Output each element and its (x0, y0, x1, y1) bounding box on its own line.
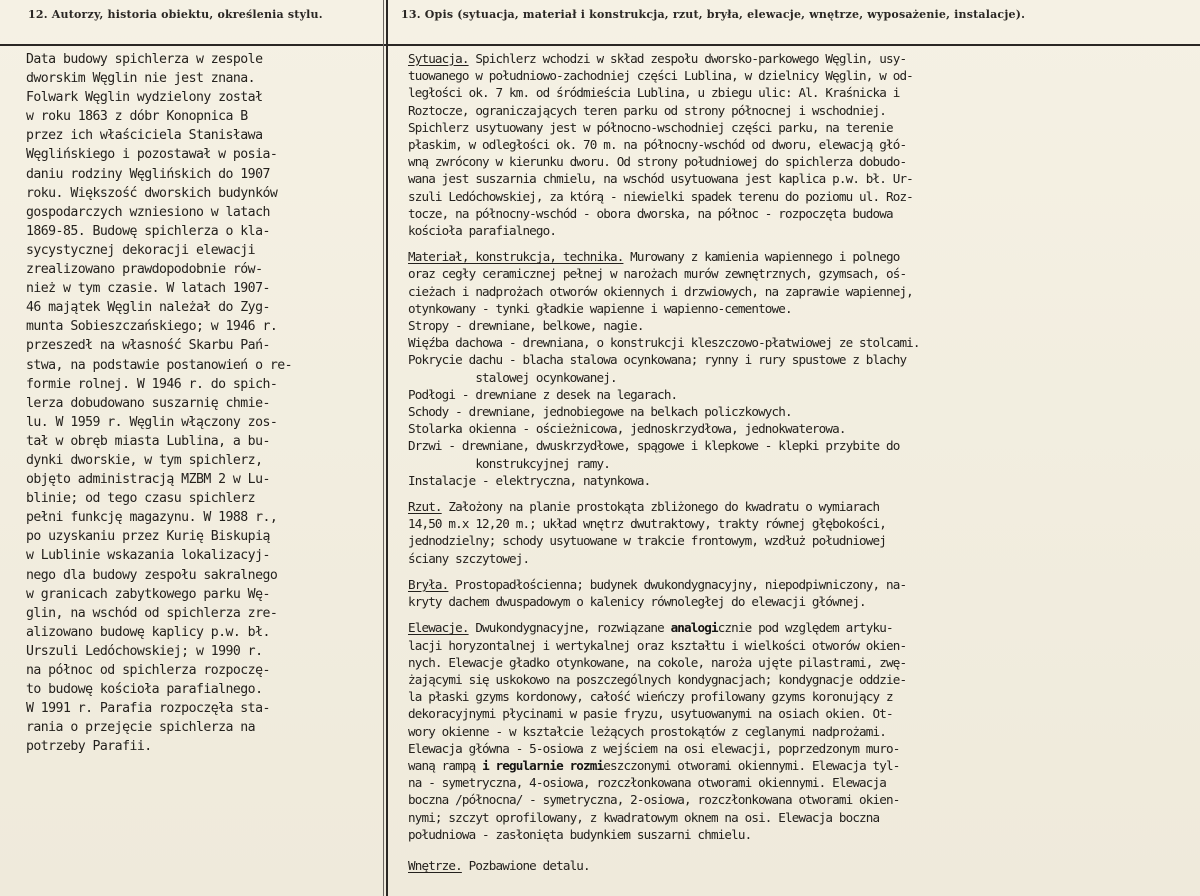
rzut-lines (408, 515, 1198, 567)
history-line: rania o przejęcie spichlerza na (26, 720, 256, 736)
section-wnetrze (408, 857, 1198, 874)
history-line: roku. Większość dworskich budynków (26, 185, 278, 201)
history-line: stwa, na podstawie postanowień o re- (26, 357, 293, 373)
history-line: nego dla budowy zespołu sakralnego (26, 567, 278, 583)
text-line: Instalacje - elektryczna, natynkowa. (408, 472, 651, 488)
heading-wnetrze: Wnętrze. (408, 857, 462, 873)
section-material (408, 248, 1198, 265)
history-line: formie rolnej. W 1946 r. do spich- (26, 376, 278, 392)
elewacje-first-bold: analogi (670, 620, 718, 636)
section-bryla (408, 576, 1198, 593)
history-text (26, 50, 380, 756)
text-line: wory okienne - w kształcie leżących prostokątów z ceglanymi nadprożami. (408, 723, 886, 739)
history-line: pełni funkcję magazynu. W 1988 r., (26, 510, 278, 526)
section-rzut (408, 498, 1198, 515)
history-line: to budowę kościoła parafialnego. (26, 682, 263, 698)
history-line: w roku 1863 z dóbr Konopnica B (26, 109, 248, 125)
text-line: jednodzielny; schody usytuowane w trakcie frontowym, wzdłuż południowej (408, 533, 886, 549)
history-line: potrzeby Parafii. (26, 739, 152, 755)
heading-rzut: Rzut. (408, 499, 442, 515)
heading-bryla: Bryła. (408, 576, 449, 592)
elewacje-line-b-b: eszczonymi otworami okiennymi. Elewacja tyl- (603, 757, 900, 773)
history-line: sycystycznej dekoracji elewacji (26, 242, 256, 258)
text-line: cieżach i nadprożach otworów okiennych i drzwiowych, na zaprawie wapiennej, (408, 283, 913, 299)
text-line: Stolarka okienna - ościeżnicowa, jednoskrzydłowa, jednokwaterowa. (408, 421, 846, 437)
history-line: Węglińskiego i pozostawał w posia- (26, 147, 278, 163)
history-line: po uzyskaniu przez Kurię Biskupią (26, 529, 270, 545)
history-line: gospodarczych wzniesiono w latach (26, 204, 270, 220)
history-line: przeszedł na własność Skarbu Pań- (26, 338, 270, 354)
history-line: Urszuli Ledóchowskiej; w 1990 r. (26, 643, 263, 659)
history-line: objęto administracją MZBM 2 w Lu- (26, 472, 270, 488)
history-line: 46 majątek Węglin należał do Zyg- (26, 300, 270, 316)
heading-material: Materiał, konstrukcja, technika. (408, 249, 624, 265)
text-line: oraz cegły ceramicznej pełnej w narożach murów zewnętrznych, gzymsach, oś- (408, 266, 907, 282)
section-elewacje (408, 619, 1198, 636)
rzut-first-line: Założony na planie prostokąta zbliżonego do kwadratu o wymiarach (441, 499, 880, 515)
header-description: 13. Opis (sytuacja, materiał i konstrukcja, rzut, bryła, elewacje, wnętrze, wyposażenie, instalacje). (401, 8, 1026, 21)
history-line: munta Sobieszczańskiego; w 1946 r. (26, 319, 278, 335)
text-line: Elewacja główna - 5-osiowa z wejściem na osi elewacji, poprzedzonym muro- (408, 740, 900, 756)
history-line: glin, na wschód od spichlerza zre- (26, 605, 278, 621)
section-sytuacja (408, 50, 1198, 67)
wnetrze-first-line: Pozbawione detalu. (461, 857, 590, 873)
elewacje-first-b: cznie pod względem artyku- (717, 620, 893, 636)
sytuacja-first-line: Spichlerz wchodzi w skład zespołu dworsko-parkowego Węglin, usy- (468, 51, 907, 66)
text-line: lacji horyzontalnej i wertykalnej oraz kształtu i wielkości otworów okien- (408, 637, 907, 653)
bryla-first-line: Prostopadłościenna; budynek dwukondygnacyjny, niepodpiwniczony, na- (448, 576, 907, 592)
text-line: Schody - drewniane, jednobiegowe na belkach policzkowych. (408, 404, 792, 420)
description-text (408, 50, 1198, 874)
heading-elewacje: Elewacje. (408, 620, 469, 636)
text-line: na - symetryczna, 4-osiowa, rozczłonkowana otworami okiennymi. Elewacja (408, 775, 886, 791)
history-line: blinie; od tego czasu spichlerz (26, 491, 256, 507)
text-line: Stropy - drewniane, belkowe, nagie. (408, 318, 644, 334)
text-line: ściany szczytowej. (408, 550, 530, 566)
history-line: dworskim Węglin nie jest znana. (26, 71, 256, 87)
header-authors-history: 12. Autorzy, historia obiektu, określenia stylu. (28, 8, 323, 21)
heading-sytuacja: Sytuacja. (408, 51, 469, 66)
text-line: tocze, na północny-wschód - obora dworska, na północ - rozpoczęta budowa (408, 205, 893, 221)
history-line: lerza dobudowano suszarnię chmie- (26, 395, 270, 411)
history-line: nież w tym czasie. W latach 1907- (26, 281, 270, 297)
history-line: daniu rodziny Węglińskich do 1907 (26, 166, 270, 182)
text-line: la płaski gzyms kordonowy, całość wieńczy profilowany gzyms koronujący z (408, 689, 893, 705)
history-line: w Lublinie wskazania lokalizacyj- (26, 548, 270, 564)
history-line: lu. W 1959 r. Węglin włączony zos- (26, 414, 278, 430)
text-line: kościoła parafialnego. (408, 223, 557, 239)
column-divider-thin (383, 0, 384, 896)
text-line: nymi; szczyt oprofilowany, z kwadratowym oknem na osi. Elewacja boczna (408, 809, 880, 825)
text-line: wną zwrócony w kierunku dworu. Od strony południowej do spichlerza dobudo- (408, 154, 907, 170)
text-line: nych. Elewacje gładko otynkowane, na cokole, naroża ujęte pilastrami, zwę- (408, 654, 907, 670)
history-line: dynki dworskie, w tym spichlerz, (26, 452, 263, 468)
history-line: Data budowy spichlerza w zespole (26, 52, 263, 67)
text-line: żającymi się uskokowo na poszczególnych kondygnacjach; kondygnacje oddzie- (408, 671, 907, 687)
text-line: Podłogi - drewniane z desek na legarach. (408, 386, 678, 402)
text-line: stalowej ocynkowanej. (408, 369, 617, 385)
text-line: Spichlerz usytuowany jest w północno-wschodniej części parku, na terenie (408, 119, 893, 135)
column-divider (386, 0, 388, 896)
history-line: Folwark Węglin wydzielony został (26, 90, 263, 106)
elewacje-line-b-bold: i regularnie rozmi (482, 757, 604, 773)
text-line: Drzwi - drewniane, dwuskrzydłowe, spągowe i klepkowe - klepki przybite do (408, 438, 900, 454)
text-line: otynkowany - tynki gładkie wapienne i wapienno-cementowe. (408, 300, 792, 316)
bryla-lines (408, 593, 1198, 610)
elewacje-line-b-a: waną rampą (408, 757, 483, 773)
text-line: wana jest suszarnia chmielu, na wschód usytuowana jest kaplica p.w. bł. Ur- (408, 171, 913, 187)
history-line: alizowano budowę kaplicy p.w. bł. (26, 624, 270, 640)
elewacje-lines-a (408, 637, 1198, 757)
history-line: przez ich właściciela Stanisława (26, 128, 263, 144)
text-line: ległości ok. 7 km. od śródmieścia Lublina, u zbiegu ulic: Al. Kraśnicka i (408, 85, 900, 101)
material-first-line: Murowany z kamienia wapiennego i polnego (623, 249, 900, 265)
sytuacja-lines (408, 67, 1198, 239)
text-line: dekoracyjnymi płycinami w pasie fryzu, usytuowanymi na osiach okien. Ot- (408, 706, 893, 722)
text-line: południowa - zasłonięta budynkiem suszarni chmielu. (408, 826, 752, 842)
history-line: zrealizowano prawdopodobnie rów- (26, 262, 263, 278)
text-line: konstrukcyjnej ramy. (408, 455, 610, 471)
text-line: Więźba dachowa - drewniana, o konstrukcji kleszczowo-płatwiowej ze stolcami. (408, 335, 920, 351)
history-line: w granicach zabytkowego parku Wę- (26, 586, 270, 602)
text-line: Roztocze, ograniczających teren parku od strony północnej i wschodniej. (408, 102, 886, 118)
text-line: Pokrycie dachu - blacha stalowa ocynkowana; rynny i rury spustowe z blachy (408, 352, 907, 368)
text-line: boczna /północna/ - symetryczna, 2-osiowa, rozczłonkowana otworami okien- (408, 792, 900, 808)
history-line: tał w obręb miasta Lublina, a bu- (26, 433, 270, 449)
elewacje-line-b (408, 757, 1198, 774)
history-line: W 1991 r. Parafia rozpoczęła sta- (26, 701, 270, 717)
text-line: tuowanego w południowo-zachodniej części Lublina, w dzielnicy Węglin, w od- (408, 68, 913, 84)
text-line: szuli Ledóchowskiej, za którą - niewielki spadek terenu do poziomu ul. Roz- (408, 188, 913, 204)
text-line: 14,50 m.x 12,20 m.; układ wnętrz dwutraktowy, trakty równej głębokości, (408, 516, 886, 532)
elewacje-first-a: Dwukondygnacyjne, rozwiązane (468, 620, 671, 636)
history-line: 1869-85. Budowę spichlerza o kla- (26, 223, 270, 239)
text-line: kryty dachem dwuspadowym o kalenicy równoległej do elewacji głównej. (408, 594, 866, 610)
text-line: płaskim, w odległości ok. 70 m. na północny-wschód od dworu, elewacją głó- (408, 137, 907, 153)
material-lines (408, 265, 1198, 489)
elewacje-lines-c (408, 774, 1198, 843)
history-line: na północ od spichlerza rozpoczę- (26, 663, 270, 678)
header-rule (0, 44, 1200, 46)
